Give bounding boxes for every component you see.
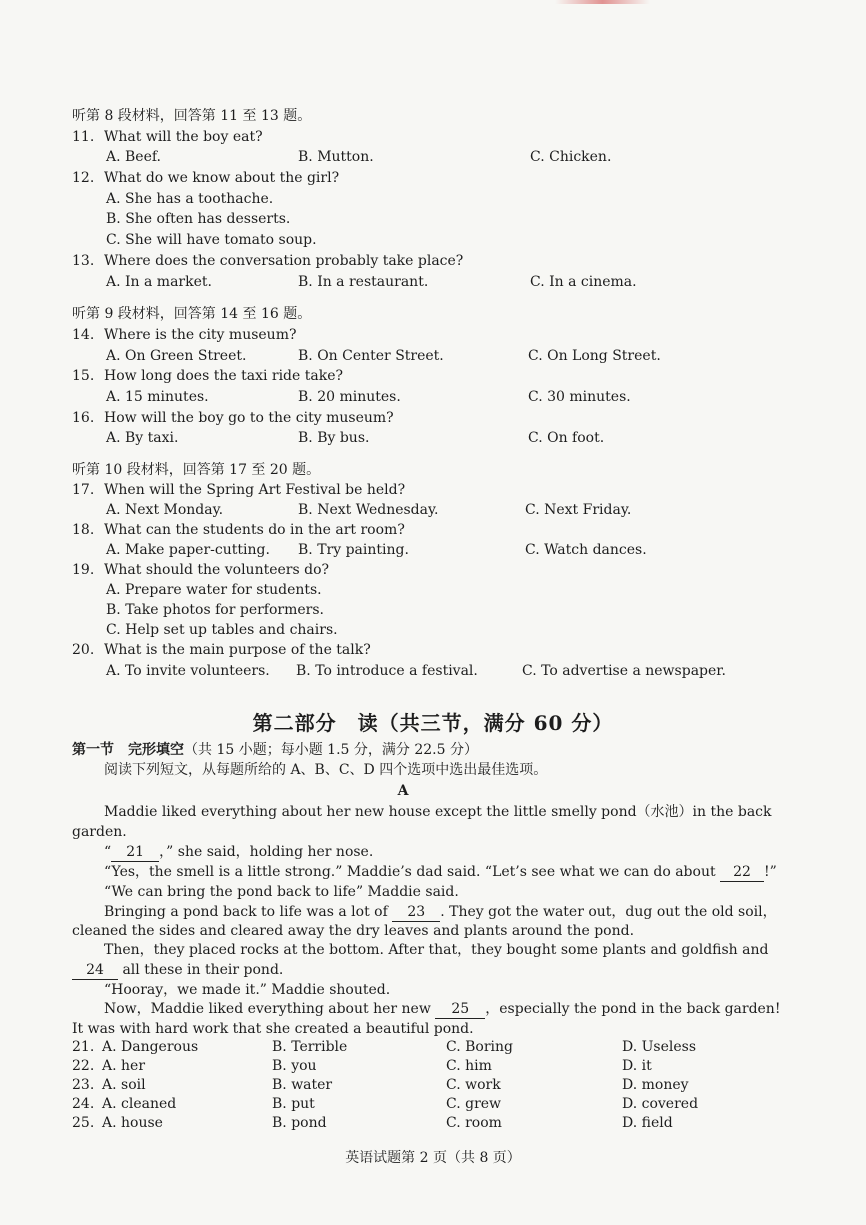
- option-14-c: C. On Long Street.: [528, 348, 661, 364]
- question-12-text: What do we know about the girl?: [104, 170, 340, 186]
- passage-line-11: [104, 1000, 780, 1019]
- option-16-b: B. By bus.: [298, 430, 370, 446]
- choice-24-c: C. grew: [446, 1096, 502, 1112]
- section-1-info: （共 15 小题；每小题 1.5 分，满分 22.5 分）: [184, 742, 478, 758]
- choice-22-d: D. it: [622, 1058, 652, 1074]
- choice-23-number: 23.: [72, 1077, 95, 1093]
- option-19-a: A. Prepare water for students.: [106, 582, 322, 598]
- passage-line-6: [104, 903, 777, 922]
- option-17-b: B. Next Wednesday.: [298, 502, 439, 518]
- section-header-9: 听第 9 段材料，回答第 14 至 16 题。: [72, 306, 312, 322]
- question-18-number: 18.: [72, 522, 95, 538]
- choice-23-b: B. water: [272, 1077, 333, 1093]
- passage-line-12: It was with hard work that she created a beautiful pond.: [72, 1021, 474, 1037]
- passage-line-7: cleaned the sides and cleared away the dry leaves and plants around the pond.: [72, 923, 635, 939]
- question-13-number: 13.: [72, 253, 95, 269]
- question-13-text: Where does the conversation probably take place?: [104, 253, 464, 269]
- passage-line-10: “Hooray，we made it.” Maddie shouted.: [104, 982, 391, 998]
- option-17-c: C. Next Friday.: [525, 502, 632, 518]
- open-quote: “: [104, 844, 112, 860]
- option-11-a: A. Beef.: [106, 149, 162, 165]
- option-19-b: B. Take photos for performers.: [106, 602, 324, 618]
- question-11-text: What will the boy eat?: [104, 129, 263, 145]
- question-15-text: How long does the taxi ride take?: [104, 368, 344, 384]
- choice-25-a: A. house: [102, 1115, 163, 1131]
- choice-24-number: 24.: [72, 1096, 95, 1112]
- question-16-number: 16.: [72, 410, 95, 426]
- passage-line-6-rest: . They got the water out，dug out the old soil，: [440, 904, 777, 920]
- question-20-number: 20.: [72, 642, 95, 658]
- question-14-number: 14.: [72, 327, 95, 343]
- choice-23-a: A. soil: [102, 1077, 146, 1093]
- blank-21: 21: [111, 843, 159, 862]
- passage-line-11-text: Now，Maddie liked everything about her new: [104, 1001, 431, 1017]
- choice-24-a: A. cleaned: [102, 1096, 177, 1112]
- question-19-number: 19.: [72, 562, 95, 578]
- option-13-c: C. In a cinema.: [530, 274, 637, 290]
- question-18-text: What can the students do in the art room?: [104, 522, 405, 538]
- choice-22-b: B. you: [272, 1058, 317, 1074]
- option-14-b: B. On Center Street.: [298, 348, 444, 364]
- question-17-number: 17.: [72, 482, 95, 498]
- question-19-text: What should the volunteers do?: [104, 562, 330, 578]
- question-20-text: What is the main purpose of the talk?: [104, 642, 371, 658]
- option-18-c: C. Watch dances.: [525, 542, 647, 558]
- choice-21-a: A. Dangerous: [102, 1039, 199, 1055]
- option-11-c: C. Chicken.: [530, 149, 612, 165]
- passage-line-6-text: Bringing a pond back to life was a lot of: [104, 904, 388, 920]
- passage-line-4-end: !”: [764, 864, 777, 880]
- passage-line-1: Maddie liked everything about her new house except the little smelly pond（水池）in the back: [104, 804, 772, 820]
- option-20-b: B. To introduce a festival.: [296, 663, 478, 679]
- question-11-number: 11.: [72, 129, 95, 145]
- option-16-a: A. By taxi.: [106, 430, 179, 446]
- section-header-8: 听第 8 段材料，回答第 11 至 13 题。: [72, 108, 312, 124]
- passage-label: A: [397, 783, 409, 799]
- option-16-c: C. On foot.: [528, 430, 605, 446]
- question-14-text: Where is the city museum?: [104, 327, 297, 343]
- section-header-10: 听第 10 段材料，回答第 17 至 20 题。: [72, 462, 321, 478]
- option-13-a: A. In a market.: [106, 274, 212, 290]
- passage-line-3: [104, 843, 373, 862]
- passage-line-4-text: “Yes，the smell is a little strong.” Maddie’s dad said. “Let’s see what we can do about: [104, 864, 716, 880]
- choice-21-b: B. Terrible: [272, 1039, 348, 1055]
- choice-24-b: B. put: [272, 1096, 315, 1112]
- option-12-b: B. She often has desserts.: [106, 211, 291, 227]
- blank-22: 22: [720, 863, 764, 882]
- passage-line-9: [72, 961, 283, 980]
- passage-line-4: [104, 863, 777, 882]
- option-12-a: A. She has a toothache.: [106, 191, 274, 207]
- choice-25-b: B. pond: [272, 1115, 327, 1131]
- option-19-c: C. Help set up tables and chairs.: [106, 622, 338, 638]
- choice-21-number: 21.: [72, 1039, 95, 1055]
- choice-22-number: 22.: [72, 1058, 95, 1074]
- question-16-text: How will the boy go to the city museum?: [104, 410, 394, 426]
- option-18-a: A. Make paper-cutting.: [106, 542, 270, 558]
- choice-22-c: C. him: [446, 1058, 492, 1074]
- option-15-b: B. 20 minutes.: [298, 389, 401, 405]
- choice-25-number: 25.: [72, 1115, 95, 1131]
- passage-line-3-rest: ，” she said，holding her nose.: [159, 844, 374, 860]
- choice-25-d: D. field: [622, 1115, 673, 1131]
- part-title: 第二部分 读（共三节，满分 60 分）: [252, 711, 614, 735]
- blank-25: 25: [435, 1000, 485, 1019]
- choice-24-d: D. covered: [622, 1096, 699, 1112]
- section-1-header: [72, 741, 478, 759]
- option-13-b: B. In a restaurant.: [298, 274, 429, 290]
- choice-23-d: D. money: [622, 1077, 689, 1093]
- instruction-text: 阅读下列短文，从每题所给的 A、B、C、D 四个选项中选出最佳选项。: [104, 762, 548, 778]
- option-18-b: B. Try painting.: [298, 542, 409, 558]
- option-12-c: C. She will have tomato soup.: [106, 232, 317, 248]
- blank-24: 24: [72, 961, 118, 980]
- option-20-a: A. To invite volunteers.: [106, 663, 270, 679]
- choice-25-c: C. room: [446, 1115, 502, 1131]
- passage-line-2: garden.: [72, 824, 127, 840]
- option-15-a: A. 15 minutes.: [106, 389, 209, 405]
- option-14-a: A. On Green Street.: [106, 348, 247, 364]
- choice-23-c: C. work: [446, 1077, 501, 1093]
- choice-21-c: C. Boring: [446, 1039, 513, 1055]
- passage-line-9-rest: all these in their pond.: [122, 962, 284, 978]
- passage-line-11-rest: ，especially the pond in the back garden!: [485, 1001, 781, 1017]
- choice-22-a: A. her: [102, 1058, 146, 1074]
- choice-21-d: D. Useless: [622, 1039, 697, 1055]
- passage-line-8: Then，they placed rocks at the bottom. After that，they bought some plants and goldfish and: [104, 942, 769, 958]
- question-15-number: 15.: [72, 368, 95, 384]
- option-15-c: C. 30 minutes.: [528, 389, 631, 405]
- question-12-number: 12.: [72, 170, 95, 186]
- blank-23: 23: [392, 903, 440, 922]
- option-20-c: C. To advertise a newspaper.: [522, 663, 726, 679]
- option-11-b: B. Mutton.: [298, 149, 374, 165]
- option-17-a: A. Next Monday.: [106, 502, 224, 518]
- section-1-label: 第一节 完形填空: [72, 742, 184, 758]
- passage-line-5: “We can bring the pond back to life” Maddie said.: [104, 884, 459, 900]
- page-footer: 英语试题第 2 页（共 8 页）: [345, 1150, 521, 1166]
- question-17-text: When will the Spring Art Festival be held?: [104, 482, 406, 498]
